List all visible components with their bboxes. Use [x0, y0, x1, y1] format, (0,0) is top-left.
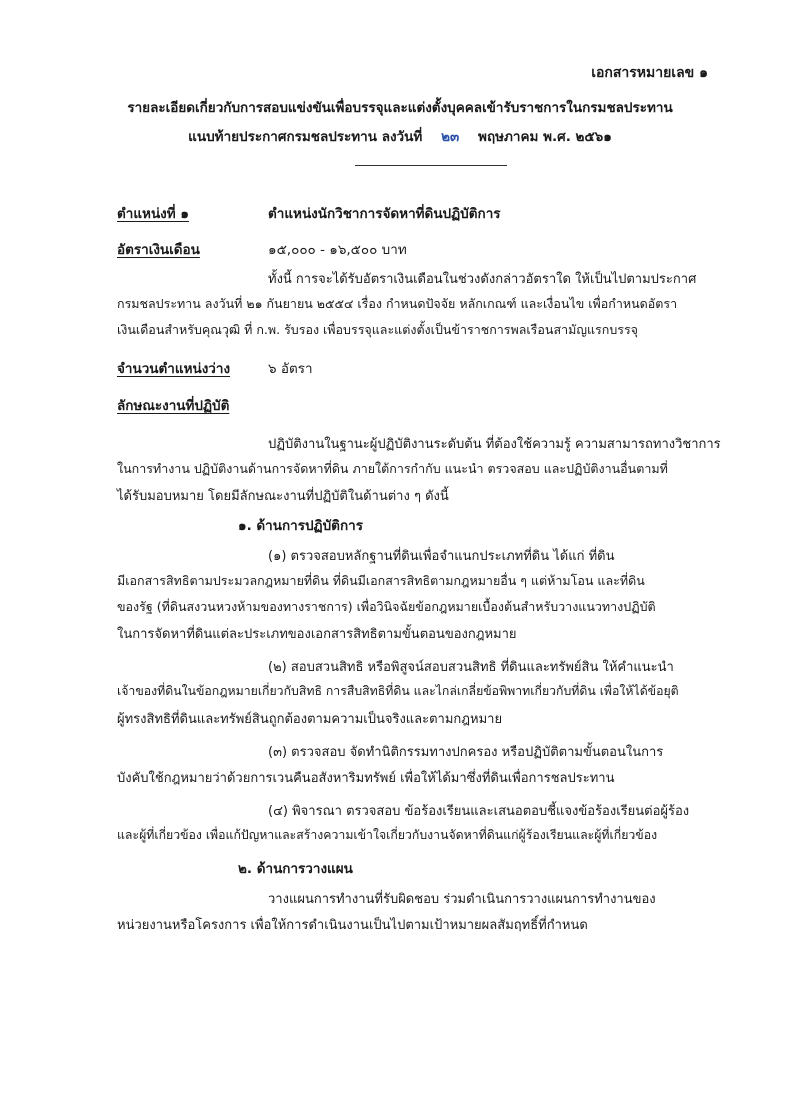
duty-item-line: บังคับใช้กฎหมายว่าด้วยการเวนคืนอสังหาริมทรัพย์ เพื่อให้ได้มาซึ่งที่ดินเพื่อการชลประทาน — [117, 771, 615, 786]
salary-note-line: ทั้งนี้ การจะได้รับอัตราเงินเดือนในช่วงดังกล่าวอัตราใด ให้เป็นไปตามประกาศ — [268, 272, 697, 287]
duty-item-line: (๒) สอบสวนสิทธิ หรือพิสูจน์สอบสวนสิทธิ ที่ดินและทรัพย์สิน ให้คำแนะนำ — [268, 660, 674, 675]
duty-item-line: (๔) พิจารณา ตรวจสอบ ข้อร้องเรียนและเสนอตอบชี้แจงข้อร้องเรียนต่อผู้ร้อง — [268, 804, 690, 819]
salary-note-line: กรมชลประทาน ลงวันที่ ๒๑ กันยายน ๒๕๕๔ เรื่อง กำหนดปัจจัย หลักเกณฑ์ และเงื่อนไข เพื่อกำหนดอัตรา — [117, 296, 678, 311]
duties-intro-line: ได้รับมอบหมาย โดยมีลักษณะงานที่ปฏิบัติในด้านต่าง ๆ ดังนี้ — [117, 489, 449, 504]
title-suffix: พฤษภาคม พ.ศ. ๒๕๖๑ — [478, 129, 612, 145]
salary-note-line: เงินเดือนสำหรับคุณวุฒิ ที่ ก.พ. รับรอง เพื่อบรรจุและแต่งตั้งเป็นข้าราชการพลเรือนสามัญแรกบรรจุ — [117, 322, 639, 337]
duty-item-line: (๓) ตรวจสอบ จัดทำนิติกรรมทางปกครอง หรือปฏิบัติตามขั้นตอนในการ — [268, 745, 664, 760]
duty-item-line: ในการจัดหาที่ดินแต่ละประเภทของเอกสารสิทธิตามขั้นตอนของกฎหมาย — [117, 627, 517, 642]
duty-item-line: (๑) ตรวจสอบหลักฐานที่ดินเพื่อจำแนกประเภทที่ดิน ได้แก่ ที่ดิน — [268, 549, 615, 564]
duty-item-line: ของรัฐ (ที่ดินสงวนหวงห้ามของทางราชการ) เพื่อวินิจฉัยข้อกฎหมายเบื้องต้นสำหรับวางแนวทางปฏิบัติ — [117, 599, 656, 614]
title-divider — [355, 165, 507, 166]
salary-value: ๑๕,๐๐๐ - ๑๖,๕๐๐ บาท — [268, 242, 407, 258]
duty-item-line: และผู้ที่เกี่ยวข้อง เพื่อแก้ปัญหาและสร้างความเข้าใจเกี่ยวกับงานจัดหาที่ดินแก่ผู้ร้องเรียนและผู้ที่เกี่ยวข้อง — [117, 828, 658, 842]
duty-item-line: วางแผนการทำงานที่รับผิดชอบ ร่วมดำเนินการวางแผนการทำงานของ — [268, 892, 656, 907]
vacancies-value: ๖ อัตรา — [268, 361, 313, 377]
salary-label: อัตราเงินเดือน — [117, 242, 200, 258]
document-title-line1: รายละเอียดเกี่ยวกับการสอบแข่งขันเพื่อบรรจุและแต่งตั้งบุคคลเข้ารับราชการในกรมชลประทาน — [127, 100, 673, 116]
duties-intro-line: ในการทำงาน ปฏิบัติงานด้านการจัดหาที่ดิน ภายใต้การกำกับ แนะนำ ตรวจสอบ และปฏิบัติงานอื่นตามที่ — [117, 461, 668, 476]
section-heading-planning: ๒. ด้านการวางแผน — [238, 861, 353, 877]
document-number: เอกสารหมายเลข ๑ — [591, 65, 708, 81]
position-value: ตำแหน่งนักวิชาการจัดหาที่ดินปฏิบัติการ — [268, 206, 501, 222]
duty-item-line: ผู้ทรงสิทธิที่ดินและทรัพย์สินถูกต้องตามความเป็นจริงและตามกฎหมาย — [117, 712, 503, 727]
duties-label: ลักษณะงานที่ปฏิบัติ — [117, 398, 230, 414]
position-label: ตำแหน่งที่ ๑ — [117, 206, 189, 222]
duties-intro-line: ปฏิบัติงานในฐานะผู้ปฏิบัติงานระดับต้น ที่ต้องใช้ความรู้ ความสามารถทางวิชาการ — [268, 437, 721, 452]
section-heading-operations: ๑. ด้านการปฏิบัติการ — [238, 518, 363, 534]
title-prefix: แนบท้ายประกาศกรมชลประทาน ลงวันที่ — [188, 129, 423, 145]
document-title-line2 — [0, 125, 800, 147]
duty-item-line: เจ้าของที่ดินในข้อกฎหมายเกี่ยวกับสิทธิ การสืบสิทธิที่ดิน และไกล่เกลี่ยข้อพิพาทเกี่ยวกับที่ดิน เพื่อให้ได้ข้อยุติ — [117, 684, 679, 698]
duty-item-line: หน่วยงานหรือโครงการ เพื่อให้การดำเนินงานเป็นไปตามเป้าหมายผลสัมฤทธิ์ที่กำหนด — [117, 918, 588, 933]
duty-item-line: มีเอกสารสิทธิตามประมวลกฎหมายที่ดิน ที่ดินมีเอกสารสิทธิตามกฎหมายอื่น ๆ แต่ห้ามโอน และที่ดิน — [117, 573, 645, 588]
title-day: ๒๓ — [441, 129, 460, 145]
vacancies-label: จำนวนตำแหน่งว่าง — [117, 361, 231, 377]
